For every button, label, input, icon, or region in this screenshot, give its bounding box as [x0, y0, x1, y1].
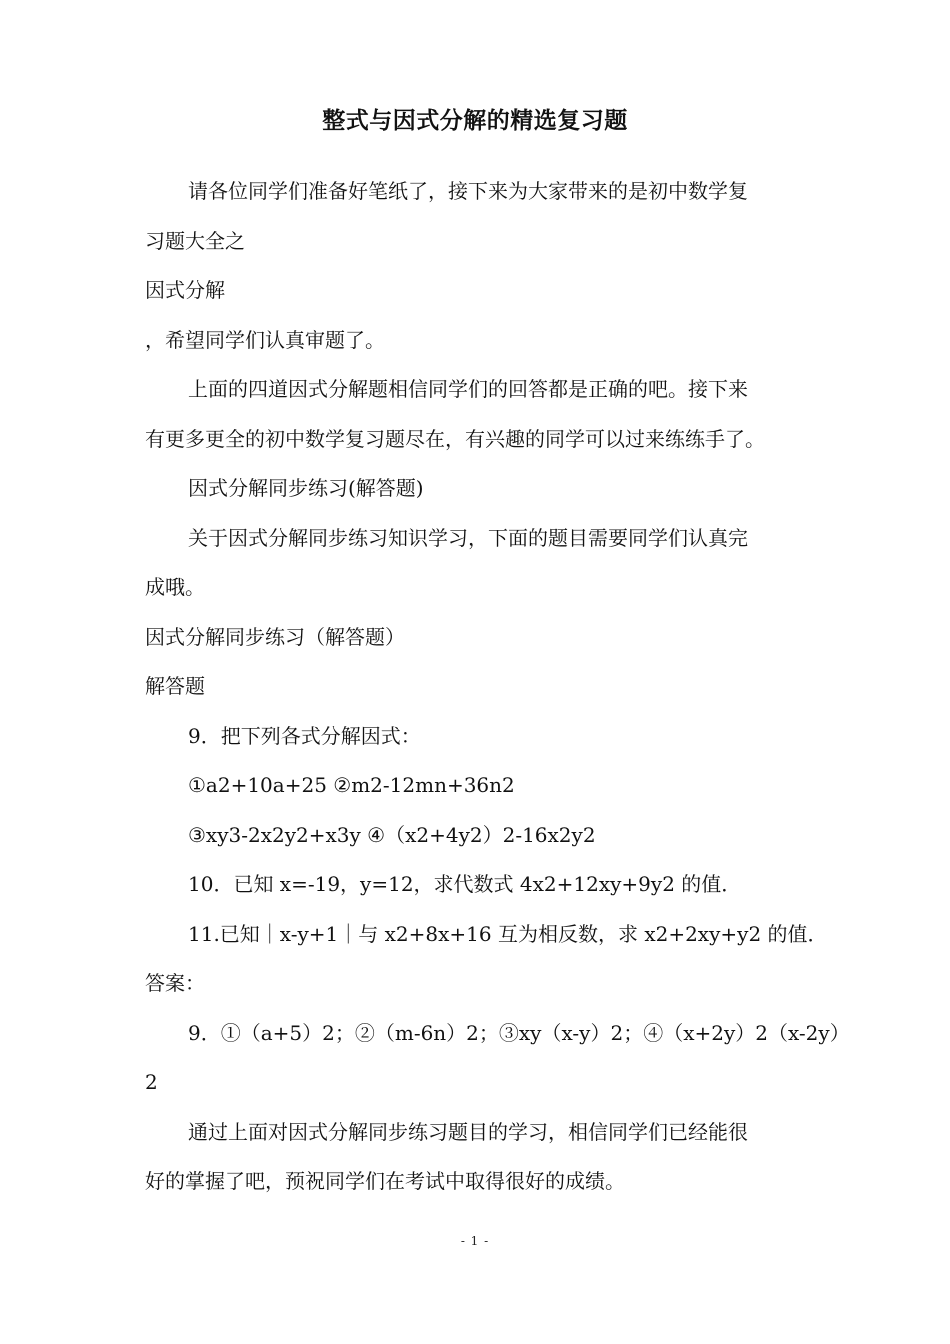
question-line: ③xy3-2x2y2+x3y ④（x2+4y2）2-16x2y2: [188, 822, 596, 847]
question-line: 9．把下列各式分解因式：: [188, 723, 421, 748]
answer-line: 2: [145, 1070, 158, 1094]
paragraph-line: 关于因式分解同步练习知识学习，下面的题目需要同学们认真完: [188, 525, 748, 550]
answer-heading: 答案：: [145, 971, 205, 995]
section-heading: 因式分解同步练习（解答题）: [145, 624, 405, 649]
paragraph-line: ，希望同学们认真审题了。: [145, 327, 385, 352]
paragraph-line: 习题大全之: [145, 228, 245, 253]
paragraph-line: 有更多更全的初中数学复习题尽在，有兴趣的同学可以过来练练手了。: [145, 426, 765, 451]
section-heading: 解答题: [145, 674, 205, 698]
paragraph-line: 上面的四道因式分解题相信同学们的回答都是正确的吧。接下来: [188, 377, 748, 401]
page-number: - 1 -: [460, 1234, 490, 1248]
paragraph-line: 成哦。: [145, 575, 205, 599]
document-body: [145, 171, 850, 1211]
section-heading: 因式分解同步练习(解答题): [188, 476, 424, 500]
answer-line: 9．①（a+5）2；②（m-6n）2；③xy（x-y）2；④（x+2y）2（x-2y）: [188, 1020, 850, 1045]
paragraph-line: 请各位同学们准备好笔纸了，接下来为大家带来的是初中数学复: [188, 179, 748, 203]
paragraph-line: 好的掌握了吧，预祝同学们在考试中取得很好的成绩。: [145, 1169, 625, 1193]
paragraph-line: 因式分解: [145, 278, 225, 302]
question-line: 10．已知 x=-19，y=12，求代数式 4x2+12xy+9y2 的值．: [188, 872, 742, 896]
document-title: 整式与因式分解的精选复习题: [322, 107, 628, 134]
question-line: ①a2+10a+25 ②m2-12mn+36n2: [188, 773, 515, 797]
paragraph-line: 通过上面对因式分解同步练习题目的学习，相信同学们已经能很: [188, 1119, 748, 1144]
question-line: 11.已知｜x-y+1｜与 x2+8x+16 互为相反数，求 x2+2xy+y2 的值．: [188, 921, 828, 946]
